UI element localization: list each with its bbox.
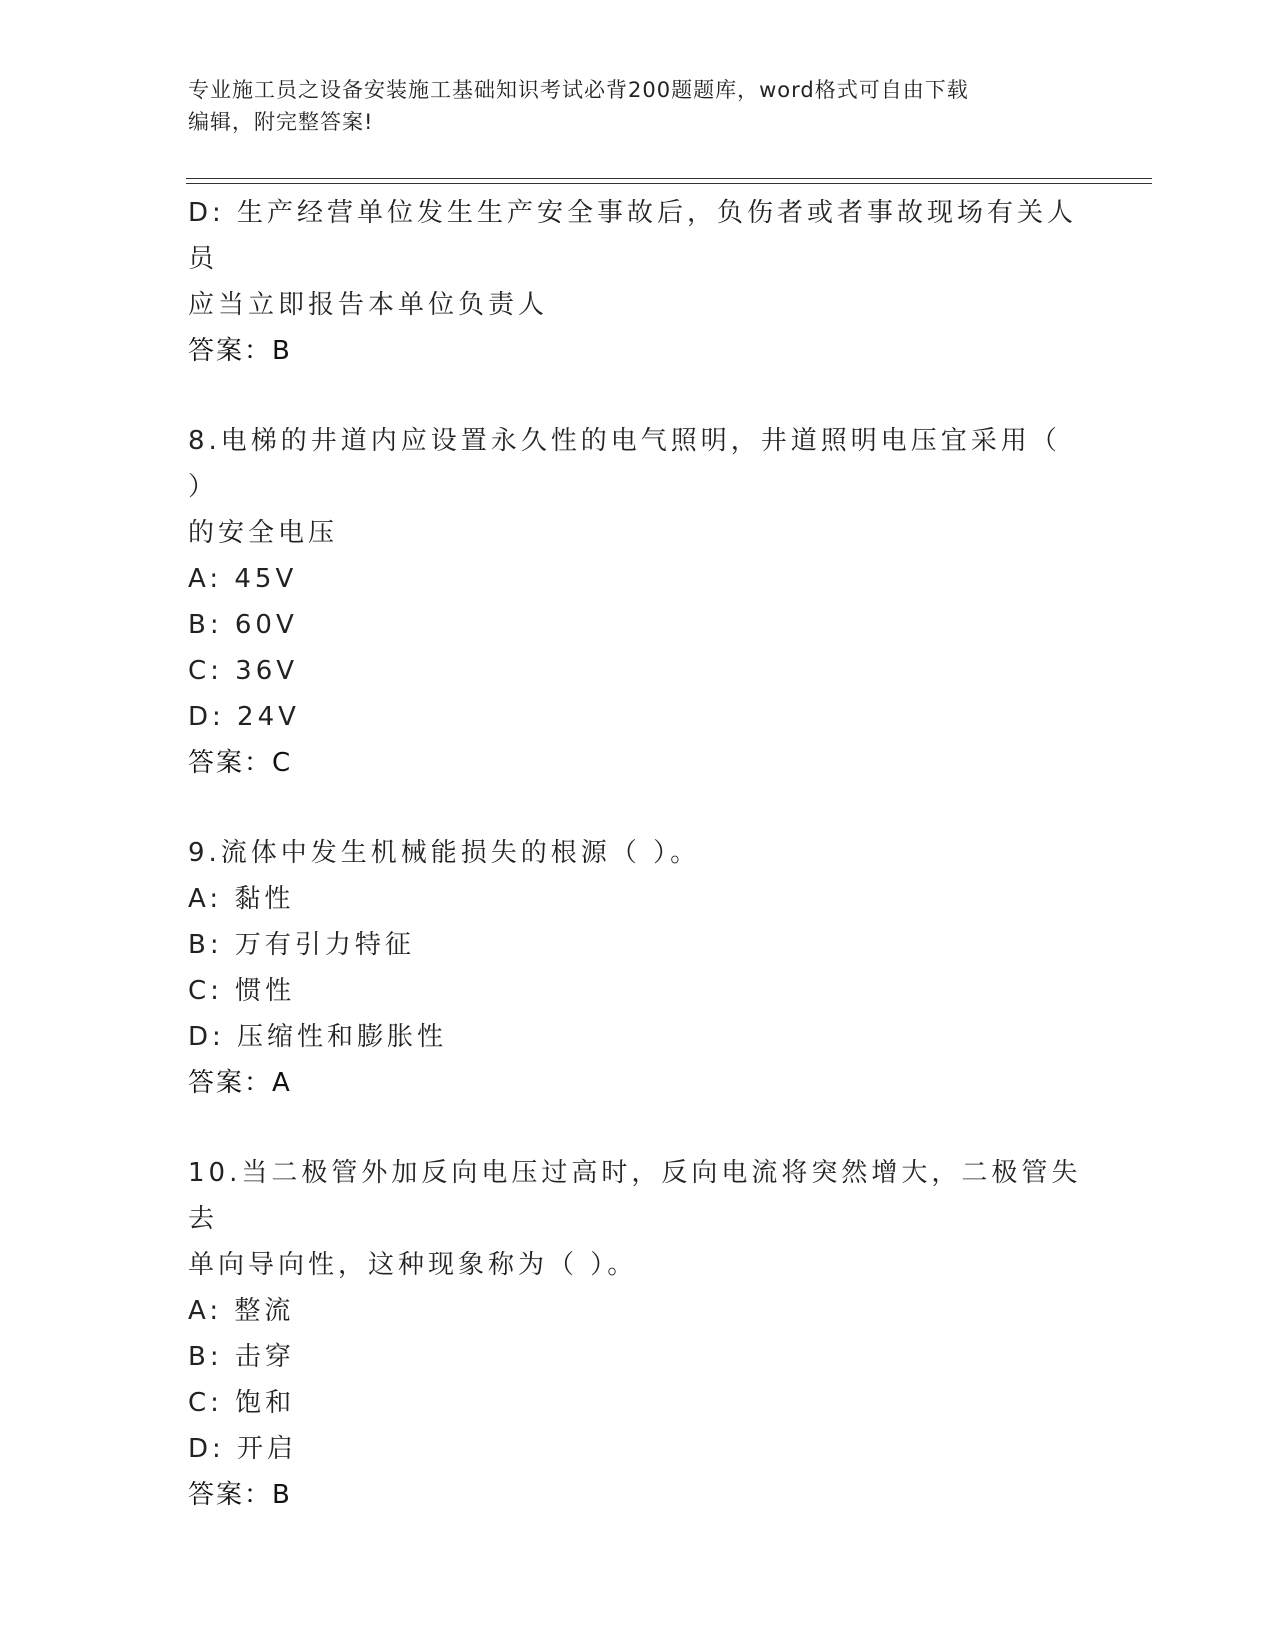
option-d: D: 24V	[188, 702, 300, 732]
option-c: C: 惯性	[188, 976, 296, 1006]
option-d-line-2: 应当立即报告本单位负责人	[188, 290, 549, 320]
document-header	[188, 74, 1068, 138]
spacer	[188, 374, 1088, 418]
question-10	[188, 1150, 1088, 1518]
option-d: D: 开启	[188, 1434, 298, 1464]
spacer	[188, 1106, 1088, 1150]
answer-line: 答案：C	[188, 748, 293, 778]
option-d: D: 压缩性和膨胀性	[188, 1022, 448, 1052]
option-b: B: 60V	[188, 610, 298, 640]
question-text-line-1: 10.当二极管外加反向电压过高时，反向电流将突然增大，二极管失去	[188, 1158, 1082, 1234]
question-text-line-1: 8.电梯的井道内应设置永久性的电气照明，井道照明电压宜采用（ ）	[188, 426, 1074, 502]
answer-line: 答案：A	[188, 1068, 292, 1098]
answer-line: 答案：B	[188, 1480, 292, 1510]
header-line-1: 专业施工员之设备安装施工基础知识考试必背200题题库，word格式可自由下载	[188, 78, 969, 102]
question-text-line-2: 的安全电压	[188, 518, 339, 548]
question-text-line-2: 单向导向性，这种现象称为（ ）。	[188, 1250, 638, 1280]
option-c: C: 饱和	[188, 1388, 296, 1418]
question-7-continuation	[188, 190, 1088, 374]
header-divider-top	[186, 178, 1152, 179]
question-8	[188, 418, 1088, 786]
question-9	[188, 830, 1088, 1106]
option-b: B: 万有引力特征	[188, 930, 415, 960]
question-list	[188, 190, 1088, 1518]
option-a: A: 45V	[188, 564, 298, 594]
spacer	[188, 786, 1088, 830]
option-d-line-1: D: 生产经营单位发生生产安全事故后，负伤者或者事故现场有关人员	[188, 198, 1078, 274]
question-text-line-1: 9.流体中发生机械能损失的根源（ ）。	[188, 838, 701, 868]
option-a: A: 黏性	[188, 884, 295, 914]
option-c: C: 36V	[188, 656, 299, 686]
header-divider-bottom	[186, 183, 1152, 184]
answer-line: 答案：B	[188, 336, 292, 366]
option-a: A: 整流	[188, 1296, 295, 1326]
header-line-2: 编辑，附完整答案!	[188, 110, 374, 134]
option-b: B: 击穿	[188, 1342, 295, 1372]
